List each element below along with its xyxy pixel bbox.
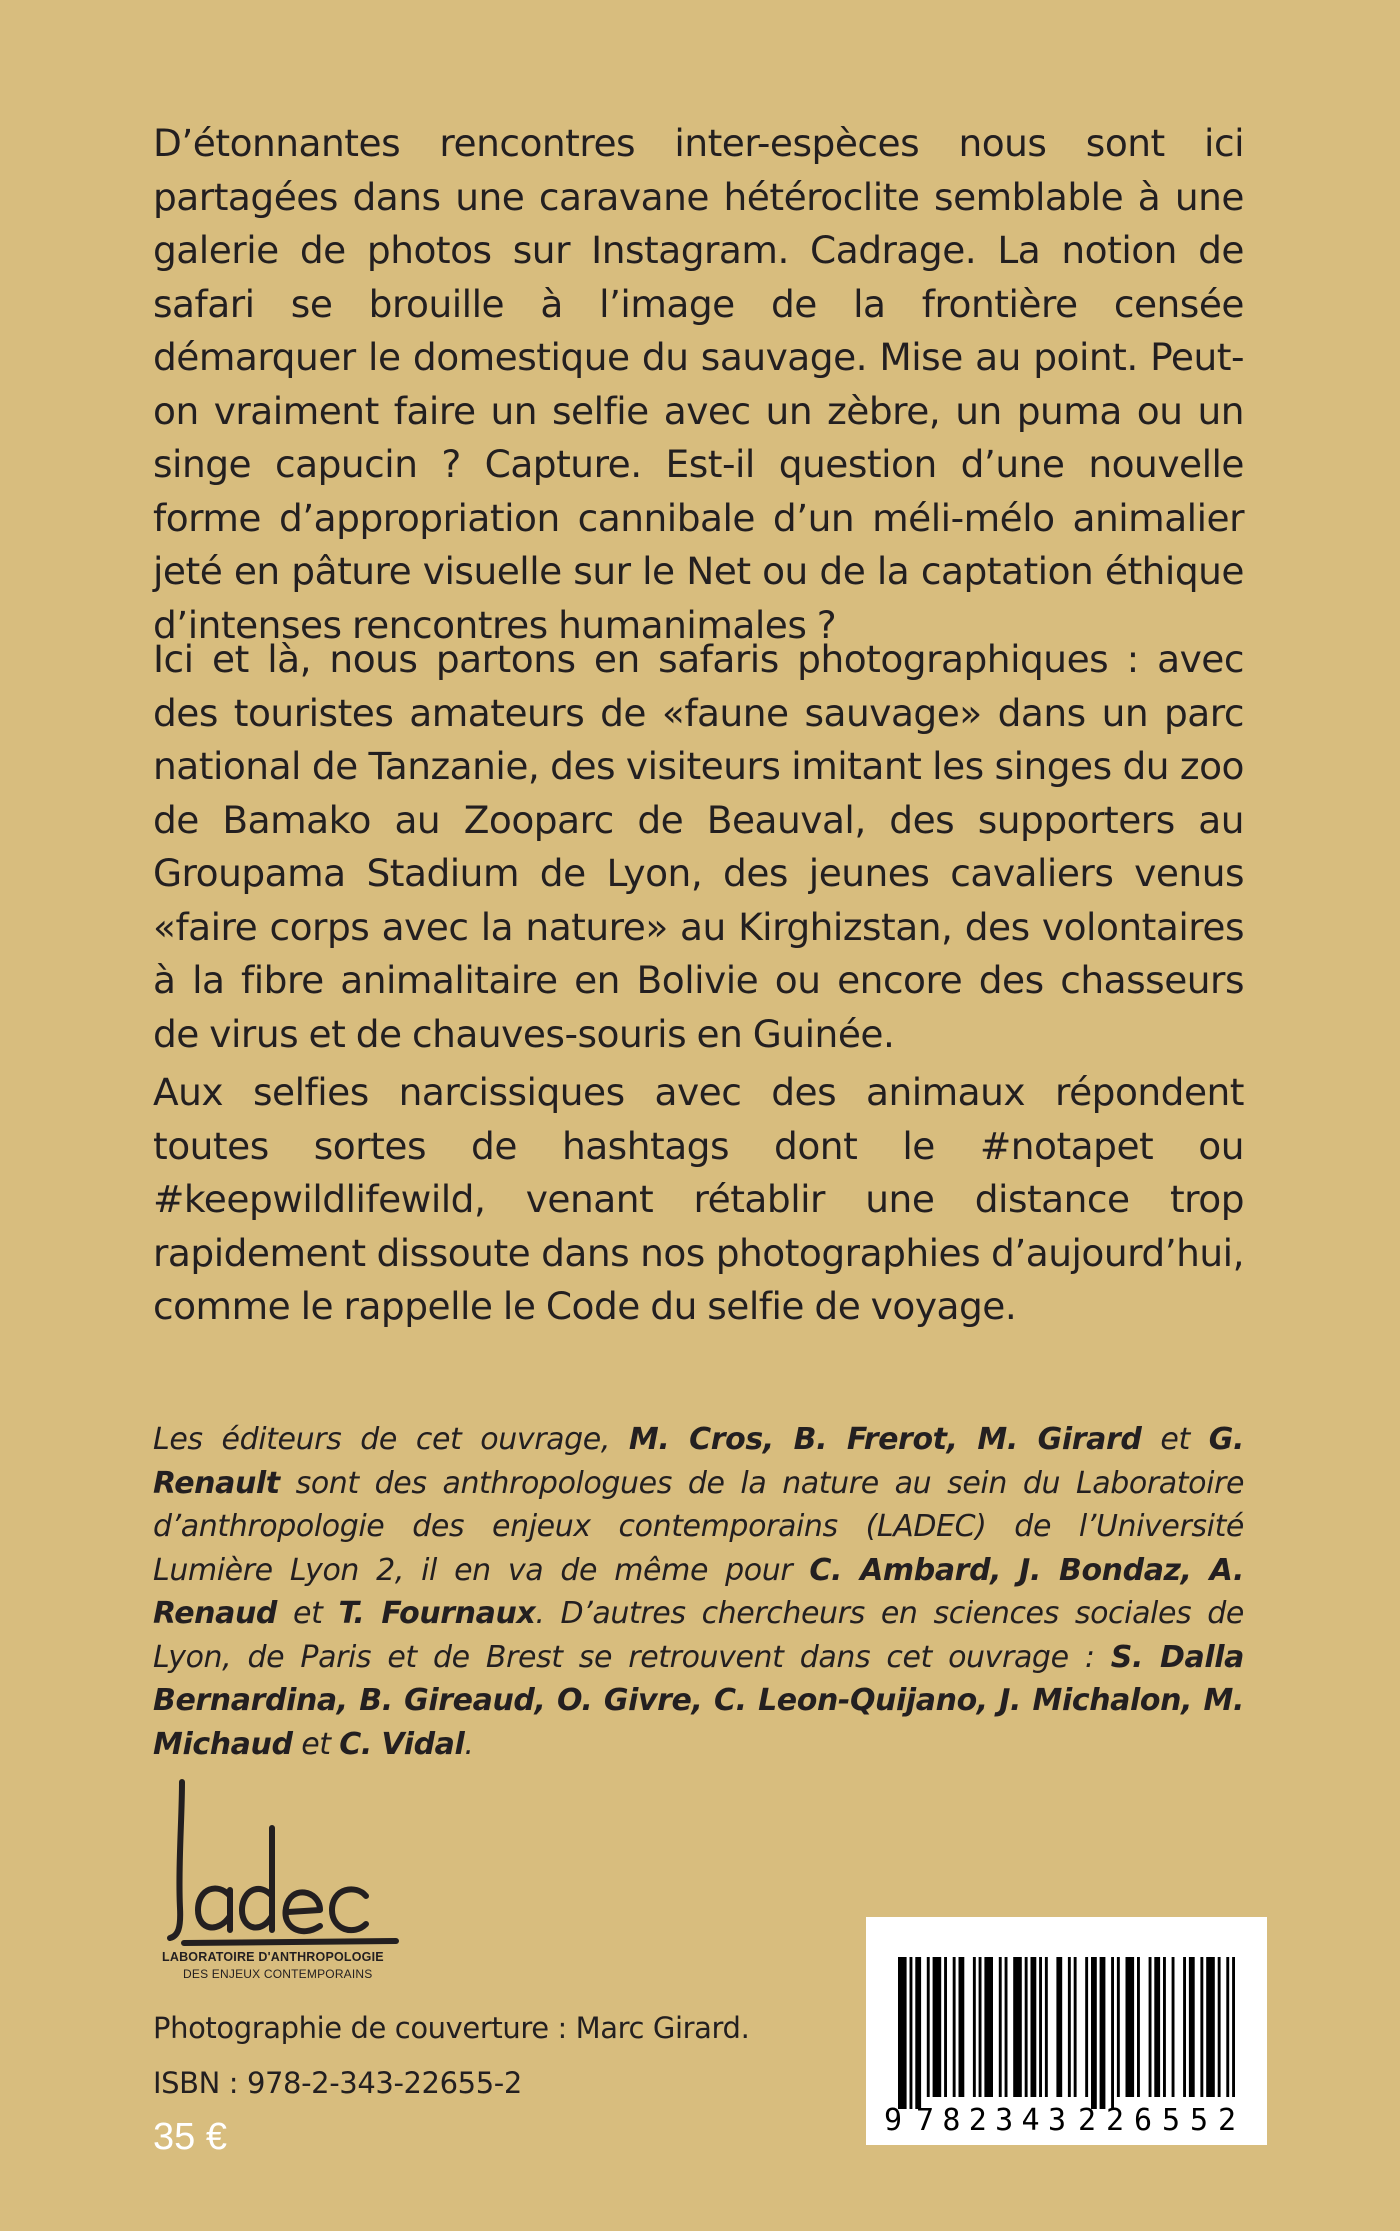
barcode-bar xyxy=(1172,1957,1175,2097)
barcode-bar xyxy=(910,1957,913,2109)
barcode-bar xyxy=(944,1957,947,2097)
barcode-bar xyxy=(1025,1957,1028,2097)
barcode-bar xyxy=(915,1957,921,2109)
barcode-bar xyxy=(1218,1957,1221,2097)
barcode-icon xyxy=(866,1917,1267,2145)
barcode-bar xyxy=(984,1957,993,2097)
barcode-digits-right: 226552 xyxy=(1078,2103,1236,2138)
description-paragraph-1: D’étonnantes rencontres inter-espèces nous sont ici partagées dans une caravane hétéroclite semblable à une galerie de photos sur Instagram. Cadrage. La notion de safari se brouille à l’image de la frontière censée démarquer le domestique du sauvage. Mise au point. Peut-on vraiment faire un selfie avec un zèbre, un puma ou un singe capucin ? Capture. Est-il question d’une nouvelle forme d’appropriation cannibale d’un méli-mélo animalier jeté en pâture visuelle sur le Net ou de la captation éthique d’intenses rencontres humanimales ? xyxy=(153,121,1244,647)
barcode xyxy=(866,1917,1267,2145)
barcode-digits-left: 782343 xyxy=(916,2103,1066,2138)
barcode-bar xyxy=(1149,1957,1152,2097)
barcode-bar xyxy=(1200,1957,1203,2097)
barcode-bar xyxy=(1232,1957,1235,2097)
barcode-bar xyxy=(1013,1957,1022,2097)
barcode-bar xyxy=(953,1957,956,2097)
barcode-bar xyxy=(933,1957,942,2097)
barcode-bar xyxy=(1056,1957,1062,2097)
barcode-bar xyxy=(1085,1957,1088,2097)
barcode-bar xyxy=(1183,1957,1186,2097)
logo-subtitle-line1: LABORATOIRE D'ANTHROPOLOGIE xyxy=(162,1950,384,1964)
barcode-bar xyxy=(927,1957,930,2097)
barcode-bar xyxy=(1074,1957,1077,2097)
barcode-bar xyxy=(1154,1957,1160,2097)
barcode-bar xyxy=(1226,1957,1229,2097)
barcode-bar xyxy=(1031,1957,1037,2097)
logo-subtitle-line2: DES ENJEUX CONTEMPORAINS xyxy=(183,1967,373,1981)
barcode-bar xyxy=(1068,1957,1071,2097)
barcode-bar xyxy=(1039,1957,1042,2097)
cover-photo-credit: Photographie de couverture : Marc Girard. xyxy=(153,2011,750,2045)
barcode-bar xyxy=(973,1957,976,2097)
editors-credits: Les éditeurs de cet ouvrage, M. Cros, B. Frerot, M. Girard et G. Renault sont des anthropologues de la nature au sein du Laboratoire d’anthropologie des enjeux contemporains (LADEC) de l’Université Lumière Lyon 2, il en va de même pour C. Ambard, J. Bondaz, A. Renaud et T. Fournaux. D’autres chercheurs en sciences sociales de Lyon, de Paris et de Brest se retrouvent dans cet ouvrage : S. Dalla Bernardina, B. Gireaud, O. Givre, C. Leon-Quijano, J. Michalon, M. Michaud et C. Vidal. xyxy=(153,1422,1245,1762)
editors-names: M. Cros, B. Frerot, M. Girard xyxy=(628,1422,1142,1457)
price: 35 € xyxy=(153,2116,227,2158)
barcode-bar xyxy=(1206,1957,1215,2097)
isbn: ISBN : 978-2-343-22655-2 xyxy=(153,2066,522,2100)
editor-name-renault: G. Renault xyxy=(153,1422,1244,1501)
barcode-bar xyxy=(1111,1957,1114,2109)
other-contributors: S. Dalla Bernardina, B. Gireaud, O. Givre, C. Leon-Quijano, J. Michalon, M. Michaud xyxy=(153,1639,1244,1762)
barcode-bar xyxy=(1189,1957,1195,2097)
contributor-vidal: C. Vidal xyxy=(339,1726,465,1762)
barcode-bar xyxy=(979,1957,982,2097)
barcode-bar xyxy=(1045,1957,1048,2097)
barcode-bar xyxy=(1126,1957,1135,2097)
description-paragraph-2: Ici et là, nous partons en safaris photographiques : avec des touristes amateurs de «faune sauvage» dans un parc national de Tanzanie, des visiteurs imitant les singes du zoo de Bamako au Zooparc de Beauval, des supporters au Groupama Stadium de Lyon, des jeunes cavaliers venus «faire corps avec la nature» au Kirghizstan, des volontaires à la fibre animalitaire en Bolivie ou encore des chasseurs de virus et de chauves-souris en Guinée. xyxy=(153,637,1244,1056)
contributor-fournaux: T. Fournaux xyxy=(338,1596,536,1631)
barcode-bar xyxy=(1100,1957,1106,2109)
barcode-bar xyxy=(999,1957,1002,2097)
barcode-bar xyxy=(1117,1957,1120,2097)
description-paragraph-3: Aux selfies narcissiques avec des animaux répondent toutes sortes de hashtags dont le #notapet ou #keepwildlifewild, venant rétablir une distance trop rapidement dissoute dans nos photographies d’aujourd’hui, comme le rappelle le Code du selfie de voyage. xyxy=(153,1070,1244,1328)
barcode-bar xyxy=(1163,1957,1166,2097)
barcode-digit-first: 9 xyxy=(884,2103,903,2138)
barcode-bar xyxy=(1005,1957,1008,2097)
contributors-ladec: C. Ambard, J. Bondaz, A. Renaud xyxy=(153,1552,1245,1631)
ladec-wordmark-icon xyxy=(160,1778,410,1948)
barcode-bar xyxy=(1137,1957,1140,2097)
barcode-bar xyxy=(1091,1957,1097,2109)
barcode-bar xyxy=(898,1957,907,2109)
barcode-bar xyxy=(959,1957,965,2097)
